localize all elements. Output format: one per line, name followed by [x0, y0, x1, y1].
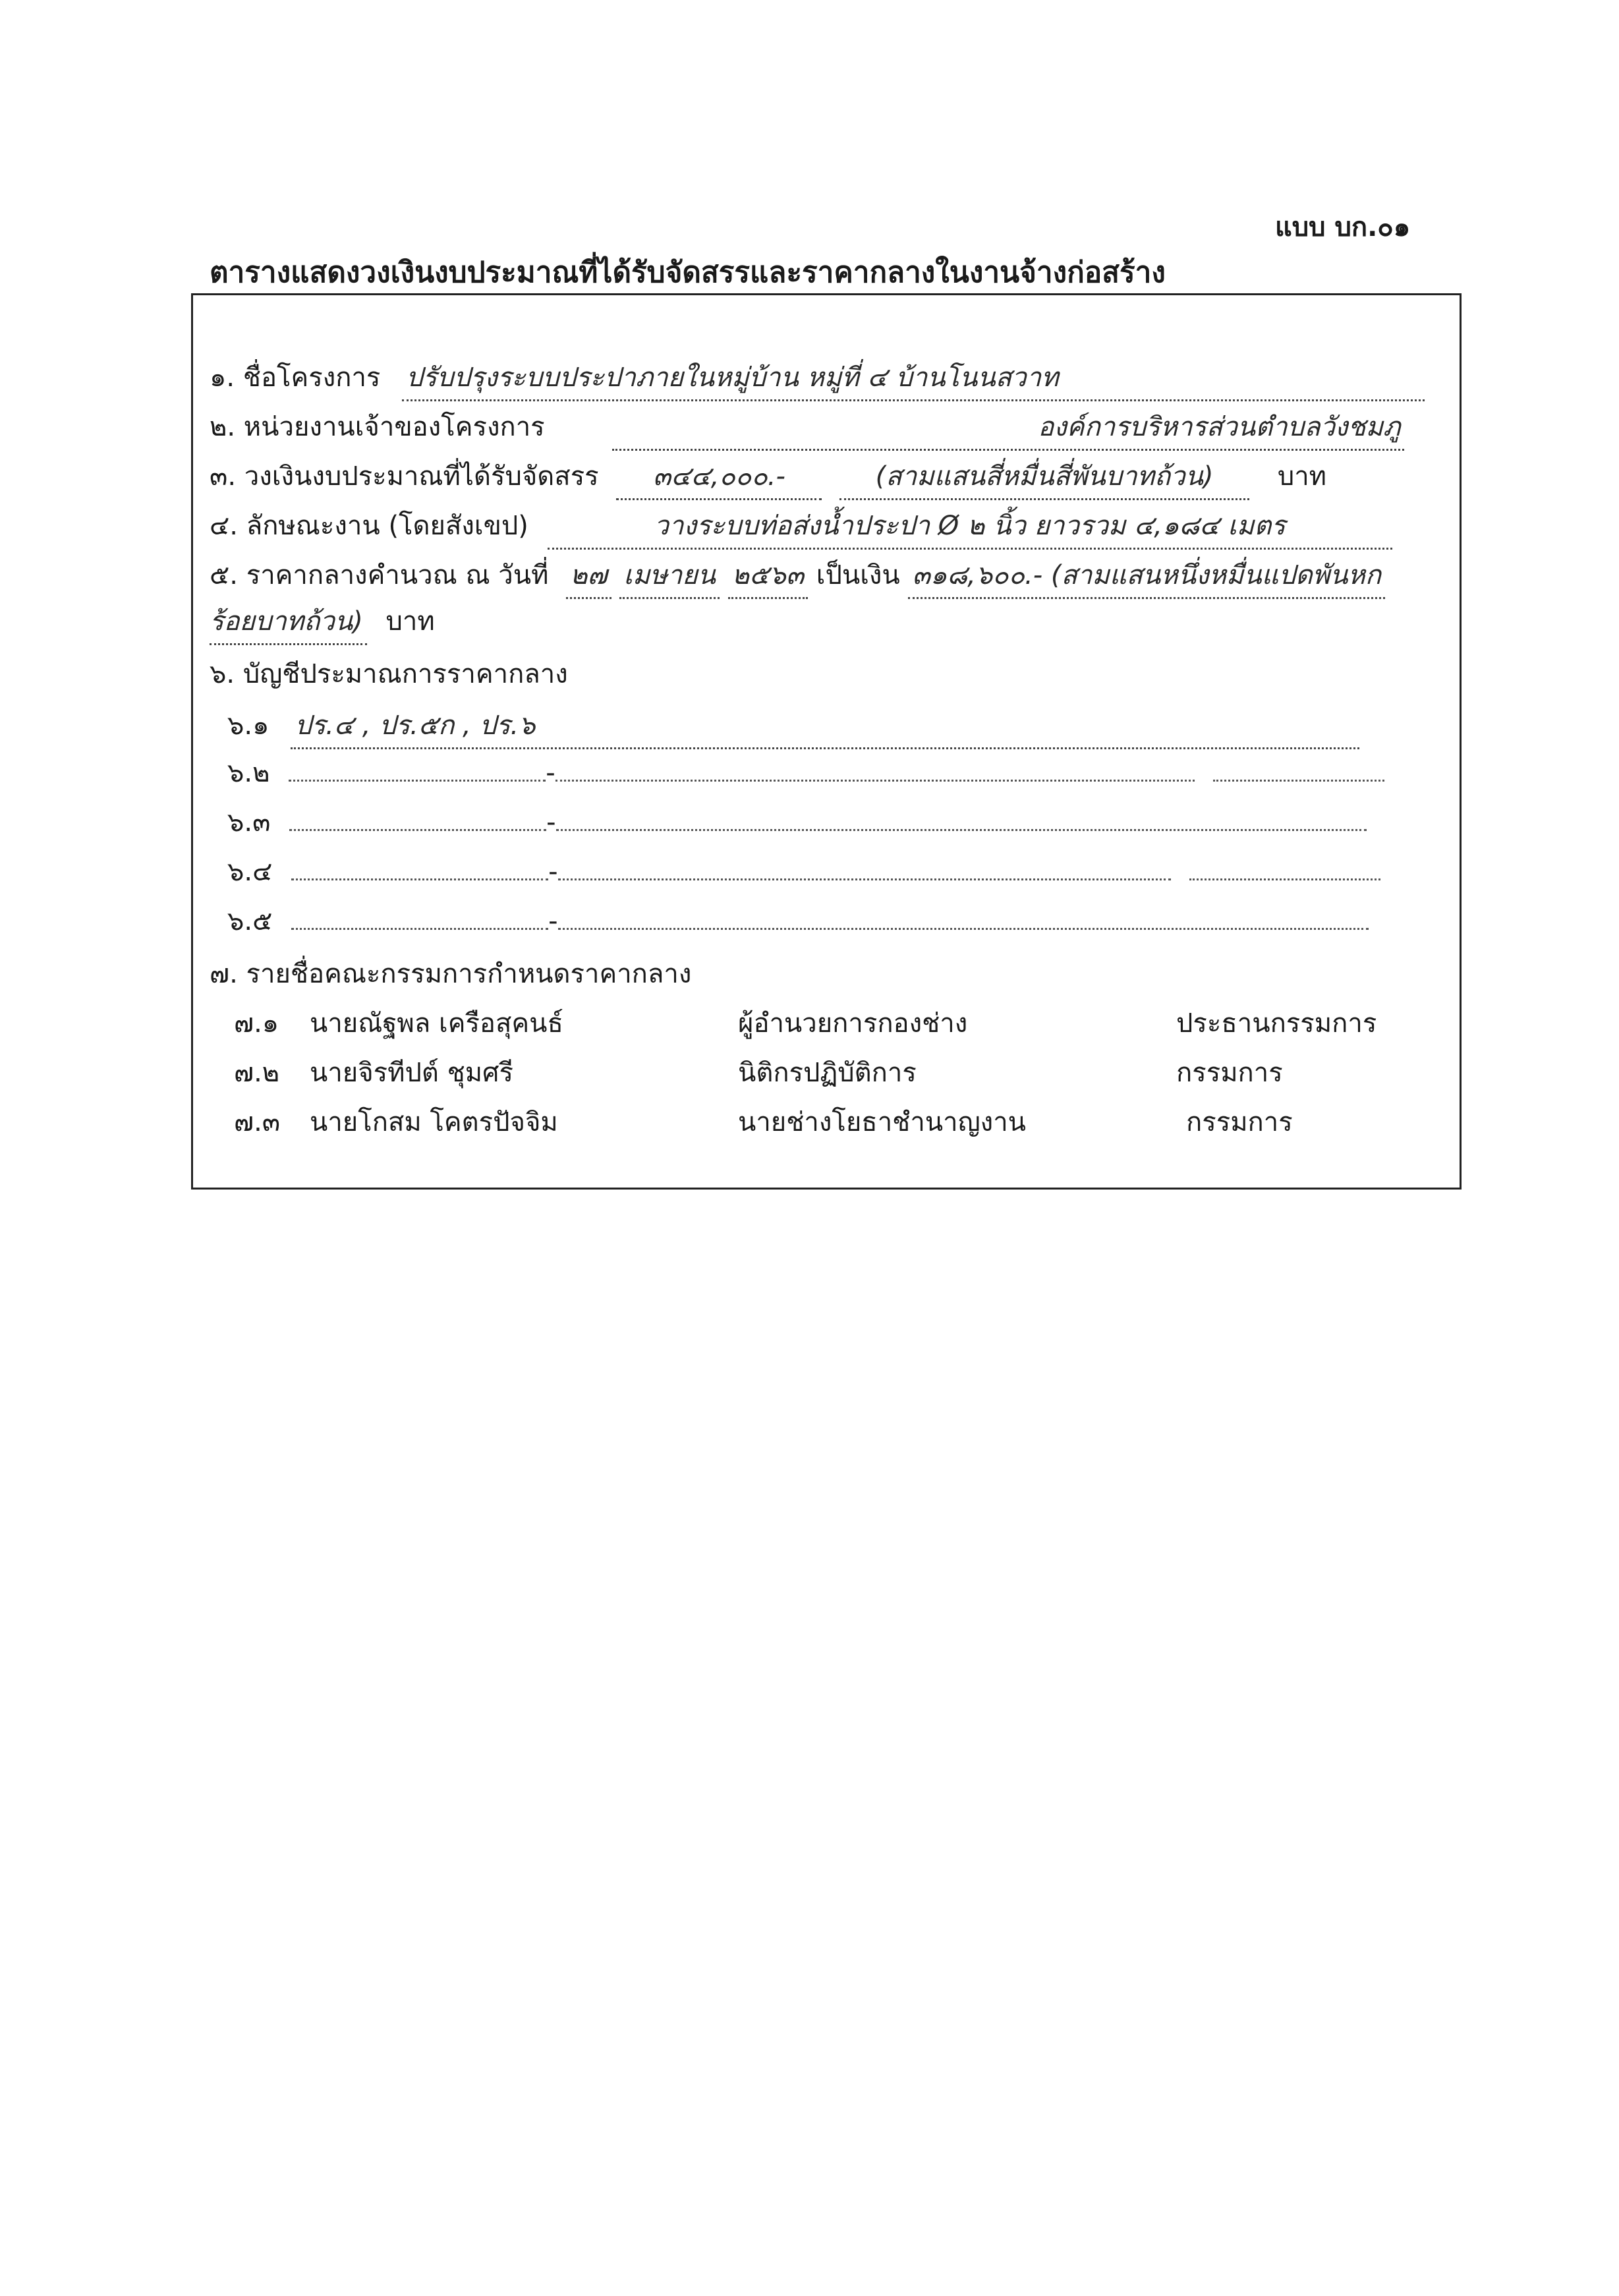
- member-name: นายโกสม โคตรปัจจิม: [310, 1107, 558, 1137]
- budget-amount: ๓๔๔,๐๐๐.-: [616, 455, 822, 500]
- estimate-blank: [1213, 773, 1384, 782]
- member-position: นายช่างโยธาชำนาญงาน: [738, 1107, 1027, 1137]
- item-median-price-cont: [210, 600, 435, 645]
- estimate-blank: [291, 872, 548, 880]
- estimate-dash: -: [548, 906, 558, 936]
- item-budget: [210, 455, 1326, 500]
- price-year: ๒๕๖๓: [728, 554, 808, 599]
- agency-value: องค์การบริหารส่วนตำบลวังชมภู: [612, 405, 1404, 451]
- form-code: แบบ บก.๐๑: [1275, 212, 1411, 243]
- item-label: ๔. ลักษณะงาน (โดยสังเขป): [210, 511, 528, 541]
- item-label: ๓. วงเงินงบประมาณที่ได้รับจัดสรร: [210, 461, 599, 492]
- price-mid-text: เป็นเงิน: [816, 560, 900, 590]
- estimate-blank: [558, 921, 1369, 930]
- member-no: ๗.๑: [234, 1008, 279, 1039]
- price-month: เมษายน: [619, 554, 720, 599]
- member-name: นายจิรทีปต์ ชุมศรี: [310, 1058, 514, 1088]
- item-project-name: [210, 356, 1425, 401]
- work-type-value: วางระบบท่อส่งน้ำประปา Ø ๒ นิ้ว ยาวรวม ๔,๑๘๔ เมตร: [548, 504, 1392, 550]
- price-amount: ๓๑๘,๖๐๐.- (สามแสนหนึ่งหมื่นแปดพันหก: [908, 554, 1385, 599]
- member-role: กรรมการ: [1176, 1058, 1283, 1088]
- estimate-dash: -: [546, 758, 555, 788]
- price-unit: บาท: [385, 606, 435, 637]
- estimate-blank: [291, 921, 548, 930]
- member-no: ๗.๒: [234, 1058, 280, 1088]
- item-label: ๑. ชื่อโครงการ: [210, 362, 381, 393]
- estimate-no: ๖.๔: [227, 857, 273, 887]
- estimate-value: ปร.๔ , ปร.๕ก , ปร.๖: [291, 704, 1359, 749]
- estimate-blank: [558, 872, 1171, 880]
- member-role: กรรมการ: [1186, 1107, 1293, 1137]
- item-label: ๖. บัญชีประมาณการราคากลาง: [210, 659, 568, 689]
- estimate-row-1: [227, 704, 1359, 749]
- project-name-value: ปรับปรุงระบบประปาภายในหมู่บ้าน หมู่ที่ ๔ บ้านโนนสวาท: [402, 356, 1425, 401]
- estimate-row-4: [227, 850, 1380, 892]
- estimate-dash: -: [548, 857, 558, 887]
- item-label: ๒. หน่วยงานเจ้าของโครงการ: [210, 412, 545, 442]
- budget-unit: บาท: [1277, 461, 1327, 492]
- member-role: ประธานกรรมการ: [1176, 1008, 1377, 1039]
- member-name: นายณัฐพล เครือสุคนธ์: [310, 1008, 563, 1039]
- member-position: ผู้อำนวยการกองช่าง: [738, 1008, 968, 1039]
- estimate-blank: [555, 773, 1195, 782]
- estimate-blank: [556, 822, 1367, 831]
- estimate-dash: -: [546, 807, 556, 838]
- item-work-type: [210, 504, 1392, 550]
- estimate-blank: [289, 773, 546, 782]
- item-label: ๕. ราคากลางคำนวณ ณ วันที่: [210, 560, 549, 590]
- item-estimate-list: [210, 652, 568, 695]
- price-day: ๒๗: [566, 554, 611, 599]
- budget-words: (สามแสนสี่หมื่นสี่พันบาทถ้วน): [839, 455, 1249, 500]
- price-amount-cont: ร้อยบาทถ้วน): [210, 600, 367, 645]
- item-agency: [210, 405, 1404, 451]
- estimate-no: ๖.๒: [227, 758, 270, 788]
- estimate-row-2: [227, 751, 1384, 793]
- estimate-no: ๖.๓: [227, 807, 271, 838]
- member-no: ๗.๓: [234, 1107, 281, 1137]
- document-title: ตารางแสดงวงเงินงบประมาณที่ได้รับจัดสรรและราคากลางในงานจ้างก่อสร้าง: [210, 256, 1166, 289]
- item-committee: [210, 952, 691, 994]
- member-position: นิติกรปฏิบัติการ: [738, 1058, 917, 1088]
- item-median-price: [210, 554, 1385, 599]
- estimate-row-3: [227, 801, 1367, 843]
- estimate-row-5: [227, 900, 1369, 942]
- item-label: ๗. รายชื่อคณะกรรมการกำหนดราคากลาง: [210, 959, 692, 989]
- estimate-blank: [289, 822, 546, 831]
- estimate-blank: [1189, 872, 1380, 880]
- estimate-no: ๖.๑: [227, 710, 270, 741]
- estimate-no: ๖.๕: [227, 906, 273, 936]
